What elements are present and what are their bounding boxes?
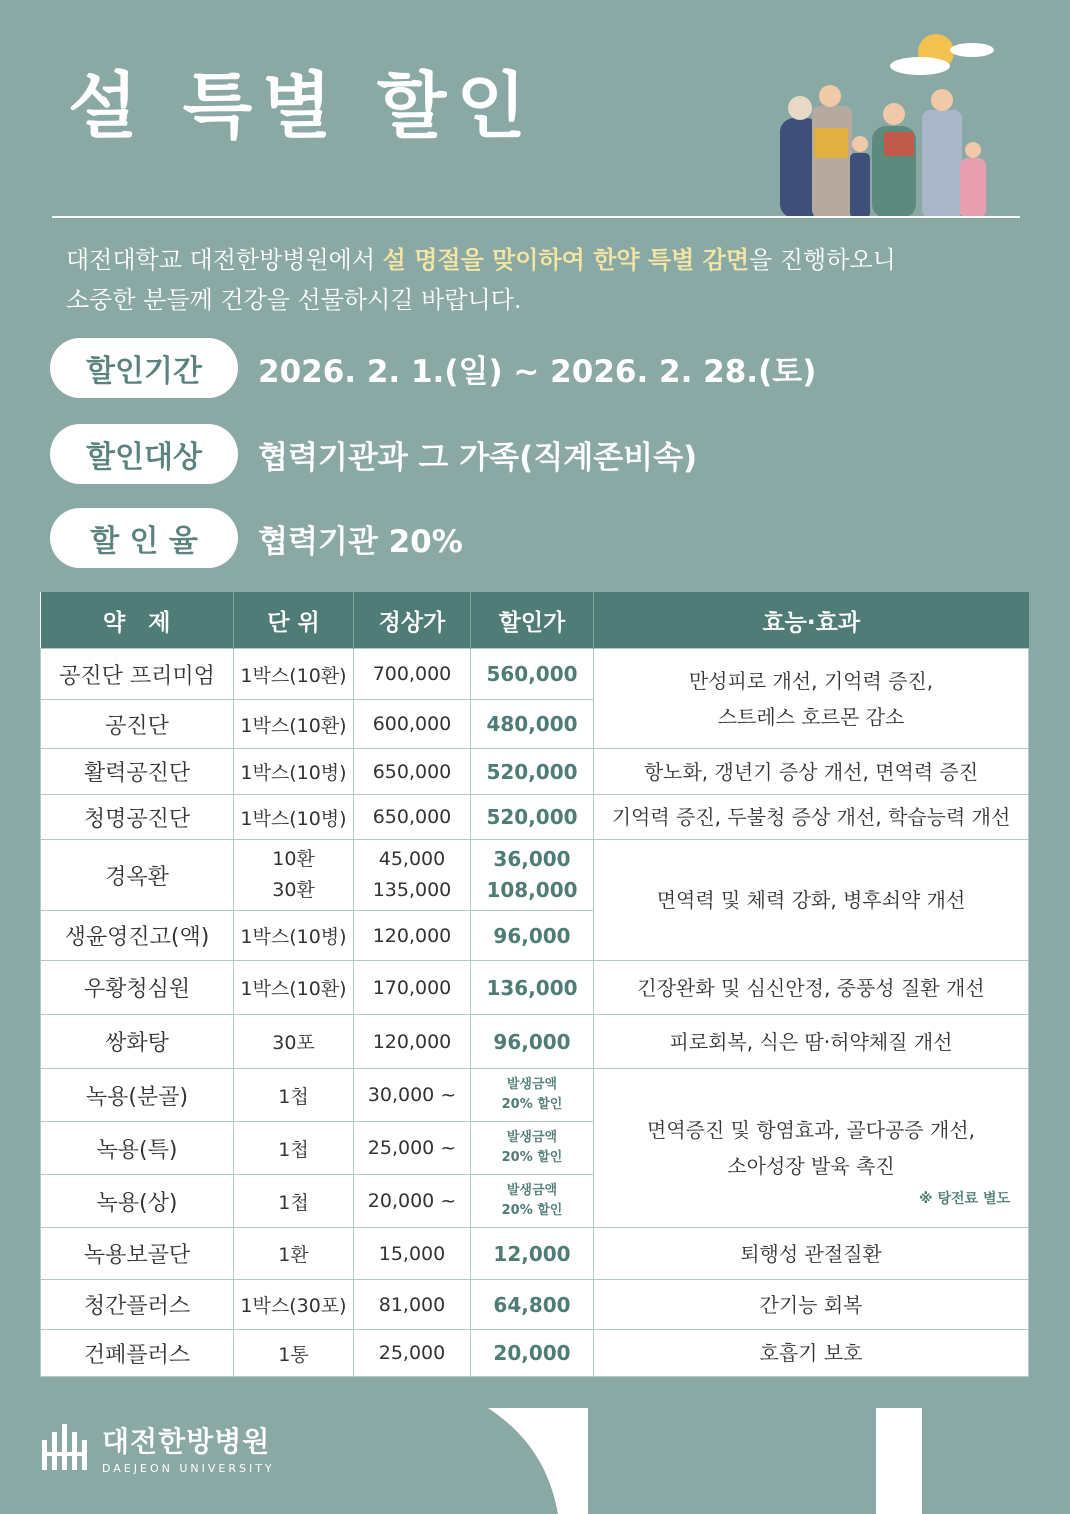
discount-line: 발생금액 — [506, 1077, 558, 1092]
drug-name: 공진단 프리미엄 — [41, 649, 234, 700]
discount-price: 12,000 — [471, 1228, 594, 1280]
logo-mark-icon — [40, 1422, 96, 1474]
hospital-logo — [40, 1420, 275, 1475]
info-label: 할 인 율 — [50, 508, 238, 568]
price — [354, 840, 471, 911]
price-table — [40, 592, 1029, 1377]
drug-name: 청명공진단 — [41, 795, 234, 840]
drug-name: 건폐플러스 — [41, 1330, 234, 1377]
discount-price: 96,000 — [471, 1015, 594, 1069]
table-row — [41, 1228, 1029, 1280]
header-cell: 효능·효과 — [594, 592, 1029, 649]
unit: 1박스(10환) — [234, 961, 354, 1015]
table-row — [41, 961, 1029, 1015]
table-row — [41, 795, 1029, 840]
intro-line1-post: 을 진행하오니 — [749, 246, 896, 274]
unit: 1첩 — [234, 1069, 354, 1122]
price: 600,000 — [354, 700, 471, 749]
price: 20,000 ~ — [354, 1175, 471, 1228]
unit: 1박스(10병) — [234, 911, 354, 961]
table-row — [41, 1069, 1029, 1122]
discount-price: 520,000 — [471, 795, 594, 840]
drug-name: 청간플러스 — [41, 1280, 234, 1330]
effect: 피로회복, 식은 땀·허약체질 개선 — [594, 1015, 1029, 1069]
effect-line: 면역증진 및 항염효과, 골다공증 개선, — [647, 1118, 975, 1142]
info-label: 할인대상 — [50, 424, 238, 484]
unit — [234, 840, 354, 911]
effect — [594, 1069, 1029, 1228]
price: 120,000 — [354, 911, 471, 961]
intro-line1-pre: 대전대학교 대전한방병원에서 — [66, 246, 383, 274]
table-row — [41, 649, 1029, 700]
drug-name: 녹용(상) — [41, 1175, 234, 1228]
info-label: 할인기간 — [50, 338, 238, 398]
discount-price: 136,000 — [471, 961, 594, 1015]
discount-price: 480,000 — [471, 700, 594, 749]
effect: 호흡기 보호 — [594, 1330, 1029, 1377]
effect-line: 만성피로 개선, 기억력 증진, — [688, 668, 934, 693]
price: 700,000 — [354, 649, 471, 700]
table-row — [41, 1015, 1029, 1069]
intro-highlight: 설 명절을 맞이하여 한약 특별 감면 — [382, 246, 750, 274]
price: 81,000 — [354, 1280, 471, 1330]
discount-price — [471, 1175, 594, 1228]
table-row — [41, 1330, 1029, 1377]
discount-price — [471, 1122, 594, 1175]
effect-line: 스트레스 호르몬 감소 — [717, 704, 905, 729]
drug-name: 공진단 — [41, 700, 234, 749]
effect — [594, 649, 1029, 749]
discount-price: 96,000 — [471, 911, 594, 961]
logo-text — [102, 1420, 275, 1475]
discount-line: 20% 할인 — [501, 1150, 563, 1165]
intro-line2: 소중한 분들께 건강을 선물하시길 바랍니다. — [66, 286, 522, 314]
header-cell: 단 위 — [234, 592, 354, 649]
header-cell: 정상가 — [354, 592, 471, 649]
drug-name: 쌍화탕 — [41, 1015, 234, 1069]
discount-price: 20,000 — [471, 1330, 594, 1377]
discount-price: 560,000 — [471, 649, 594, 700]
price: 120,000 — [354, 1015, 471, 1069]
table-row — [41, 840, 1029, 911]
logo-subtitle: DAEJEON UNIVERSITY — [102, 1462, 275, 1475]
drug-name: 녹용(분골) — [41, 1069, 234, 1122]
effect: 퇴행성 관절질환 — [594, 1228, 1029, 1280]
drug-name: 녹용보골단 — [41, 1228, 234, 1280]
price: 25,000 ~ — [354, 1122, 471, 1175]
effect: 간기능 회복 — [594, 1280, 1029, 1330]
unit: 1첩 — [234, 1122, 354, 1175]
drug-name: 녹용(특) — [41, 1122, 234, 1175]
unit: 1통 — [234, 1330, 354, 1377]
decorative-curve — [488, 1408, 588, 1514]
unit: 30포 — [234, 1015, 354, 1069]
price: 15,000 — [354, 1228, 471, 1280]
info-value: 협력기관과 그 가족(직계존비속) — [258, 439, 698, 476]
unit-line: 10환 — [272, 848, 315, 870]
price-line: 45,000 — [378, 848, 446, 870]
table-row — [41, 1280, 1029, 1330]
family-illustration — [750, 28, 1030, 224]
discount-price: 520,000 — [471, 749, 594, 795]
discount-line: 발생금액 — [506, 1130, 558, 1145]
decoction-fee-note: ※ 탕전료 별도 — [919, 1191, 1010, 1207]
price: 30,000 ~ — [354, 1069, 471, 1122]
price: 650,000 — [354, 795, 471, 840]
unit: 1첩 — [234, 1175, 354, 1228]
discount-price — [471, 1069, 594, 1122]
discount-line: 20% 할인 — [501, 1097, 563, 1112]
unit: 1박스(10환) — [234, 700, 354, 749]
page-title: 설 특별 할인 — [68, 64, 536, 148]
info-period — [50, 338, 816, 398]
info-rate — [50, 508, 463, 568]
price: 170,000 — [354, 961, 471, 1015]
effect: 긴장완화 및 심신안정, 중풍성 질환 개선 — [594, 961, 1029, 1015]
decorative-bar — [876, 1408, 922, 1514]
effect: 항노화, 갱년기 증상 개선, 면역력 증진 — [594, 749, 1029, 795]
intro-text — [66, 240, 966, 320]
info-value: 2026. 2. 1.(일) ~ 2026. 2. 28.(토) — [258, 353, 817, 390]
discount-line: 108,000 — [486, 878, 578, 902]
unit: 1박스(30포) — [234, 1280, 354, 1330]
price-line: 135,000 — [372, 879, 452, 901]
logo-name: 대전한방병원 — [102, 1425, 271, 1458]
header-cell: 약 제 — [41, 592, 234, 649]
unit: 1박스(10병) — [234, 795, 354, 840]
unit: 1박스(10병) — [234, 749, 354, 795]
divider — [52, 216, 1020, 218]
drug-name: 경옥환 — [41, 840, 234, 911]
drug-name: 생윤영진고(액) — [41, 911, 234, 961]
price: 25,000 — [354, 1330, 471, 1377]
effect-line: 소아성장 발육 촉진 — [727, 1154, 895, 1178]
table-header — [41, 592, 1029, 649]
discount-line: 발생금액 — [506, 1183, 558, 1198]
discount-price — [471, 840, 594, 911]
info-target — [50, 424, 697, 484]
discount-price: 64,800 — [471, 1280, 594, 1330]
discount-line: 20% 할인 — [501, 1203, 563, 1218]
price: 650,000 — [354, 749, 471, 795]
unit-line: 30환 — [272, 879, 315, 901]
effect: 기억력 증진, 두불청 증상 개선, 학습능력 개선 — [594, 795, 1029, 840]
header-cell: 할인가 — [471, 592, 594, 649]
info-value: 협력기관 20% — [258, 523, 463, 560]
table-row — [41, 749, 1029, 795]
effect: 면역력 및 체력 강화, 병후쇠약 개선 — [594, 840, 1029, 961]
drug-name: 활력공진단 — [41, 749, 234, 795]
unit: 1환 — [234, 1228, 354, 1280]
drug-name: 우황청심원 — [41, 961, 234, 1015]
discount-line: 36,000 — [493, 847, 571, 871]
unit: 1박스(10환) — [234, 649, 354, 700]
